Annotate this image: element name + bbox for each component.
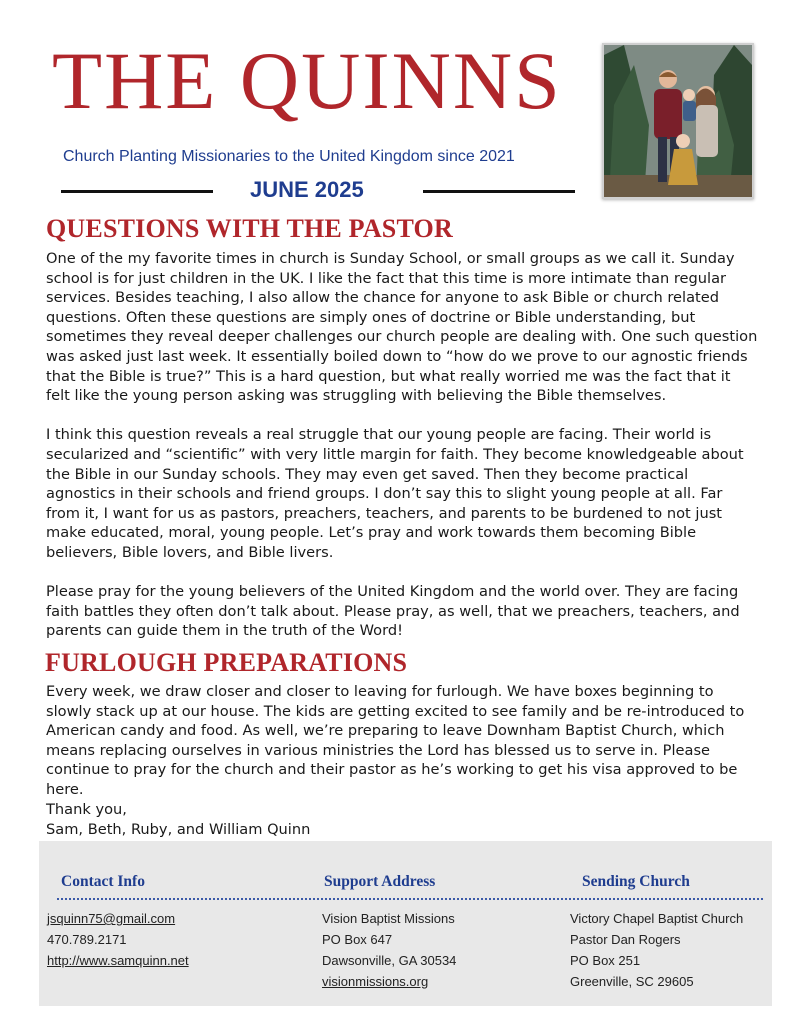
website-link[interactable]: http://www.samquinn.net: [47, 953, 189, 968]
support-line: Dawsonville, GA 30534: [322, 953, 457, 968]
phone-number: 470.789.2171: [47, 932, 127, 947]
paragraph: I think this question reveals a real struggle that our young people are facing. Their world is secularized and “scientific” with very little margin for faith. They become knowledgeable about the Bible in our Sunday schools. They may even get saved. Then they become practical agnostics in their schools and friend groups. I don’t say this to slight young people at all. Far from it, I want for us as pastors, preachers, teachers, and parents to be burdened to not just make educated, moral, young people. Let’s pray and work towards them becoming Bible believers, Bible lovers, and Bible livers.: [46, 426, 744, 561]
sending-line: Pastor Dan Rogers: [570, 932, 681, 947]
section-heading-questions: QUESTIONS WITH THE PASTOR: [46, 214, 453, 243]
contact-column: [47, 908, 189, 971]
paragraph: Every week, we draw closer and closer to leaving for furlough. We have boxes beginning to slowly stack up at our house. The kids are getting excited to see family and be re-introduced to American candy and food. As well, we’re preparing to leave Downham Baptist Church, which means replacing ourselves in various ministries the Lord has blessed us to serve in. Please continue to pray for the church and their pastor as he’s working to get his visa approved to be here.: [46, 683, 745, 798]
email-link[interactable]: jsquinn75@gmail.com: [47, 911, 176, 926]
paragraph: Please pray for the young believers of the United Kingdom and the world over. They are facing faith battles they often don’t talk about. Please pray, as well, that we preachers, teachers, and parents can guide them in the truth of the Word!: [46, 583, 740, 640]
sending-heading: Sending Church: [582, 873, 690, 890]
divider-left: [61, 190, 213, 193]
section-body-questions: [46, 249, 758, 641]
support-website-link[interactable]: visionmissions.org: [322, 974, 429, 989]
divider-right: [423, 190, 575, 193]
support-line: Vision Baptist Missions: [322, 911, 455, 926]
dotted-divider: [57, 898, 763, 900]
newsletter-title: THE QUINNS: [52, 35, 562, 126]
sending-line: Greenville, SC 29605: [570, 974, 694, 989]
support-heading: Support Address: [324, 873, 436, 890]
issue-date: JUNE 2025: [250, 177, 364, 202]
closing-text: Thank you,: [46, 801, 127, 818]
sending-column: [570, 908, 743, 992]
family-photo: [602, 43, 754, 199]
tagline: Church Planting Missionaries to the United Kingdom since 2021: [63, 148, 515, 165]
footer-contact-panel: [39, 841, 772, 1006]
sending-line: PO Box 251: [570, 953, 641, 968]
section-body-furlough: [46, 682, 758, 800]
section-heading-furlough: FURLOUGH PREPARATIONS: [45, 648, 408, 677]
sending-line: Victory Chapel Baptist Church: [570, 911, 744, 926]
signature: Sam, Beth, Ruby, and William Quinn: [46, 820, 311, 838]
support-line: PO Box 647: [322, 932, 393, 947]
signoff: [46, 800, 310, 839]
support-column: [322, 908, 456, 992]
contact-heading: Contact Info: [61, 873, 145, 890]
paragraph: One of the my favorite times in church is Sunday School, or small groups as we call it. Sunday school is for just children in the UK. I like the fact that this time is more intimate than regular services. Besides teaching, I also allow the chance for anyone to ask Bible or church related questions. Often these questions are simply ones of doctrine or Bible understanding, but sometimes they reveal deeper challenges our church people are dealing with. One such question was asked just last week. It essentially boiled down to “how do we prove to our agnostic friends that the Bible is true?” This is a hard question, but what really worried me was the fact that it felt like the young person asking was struggling with believing the Bible themselves.: [46, 250, 758, 405]
